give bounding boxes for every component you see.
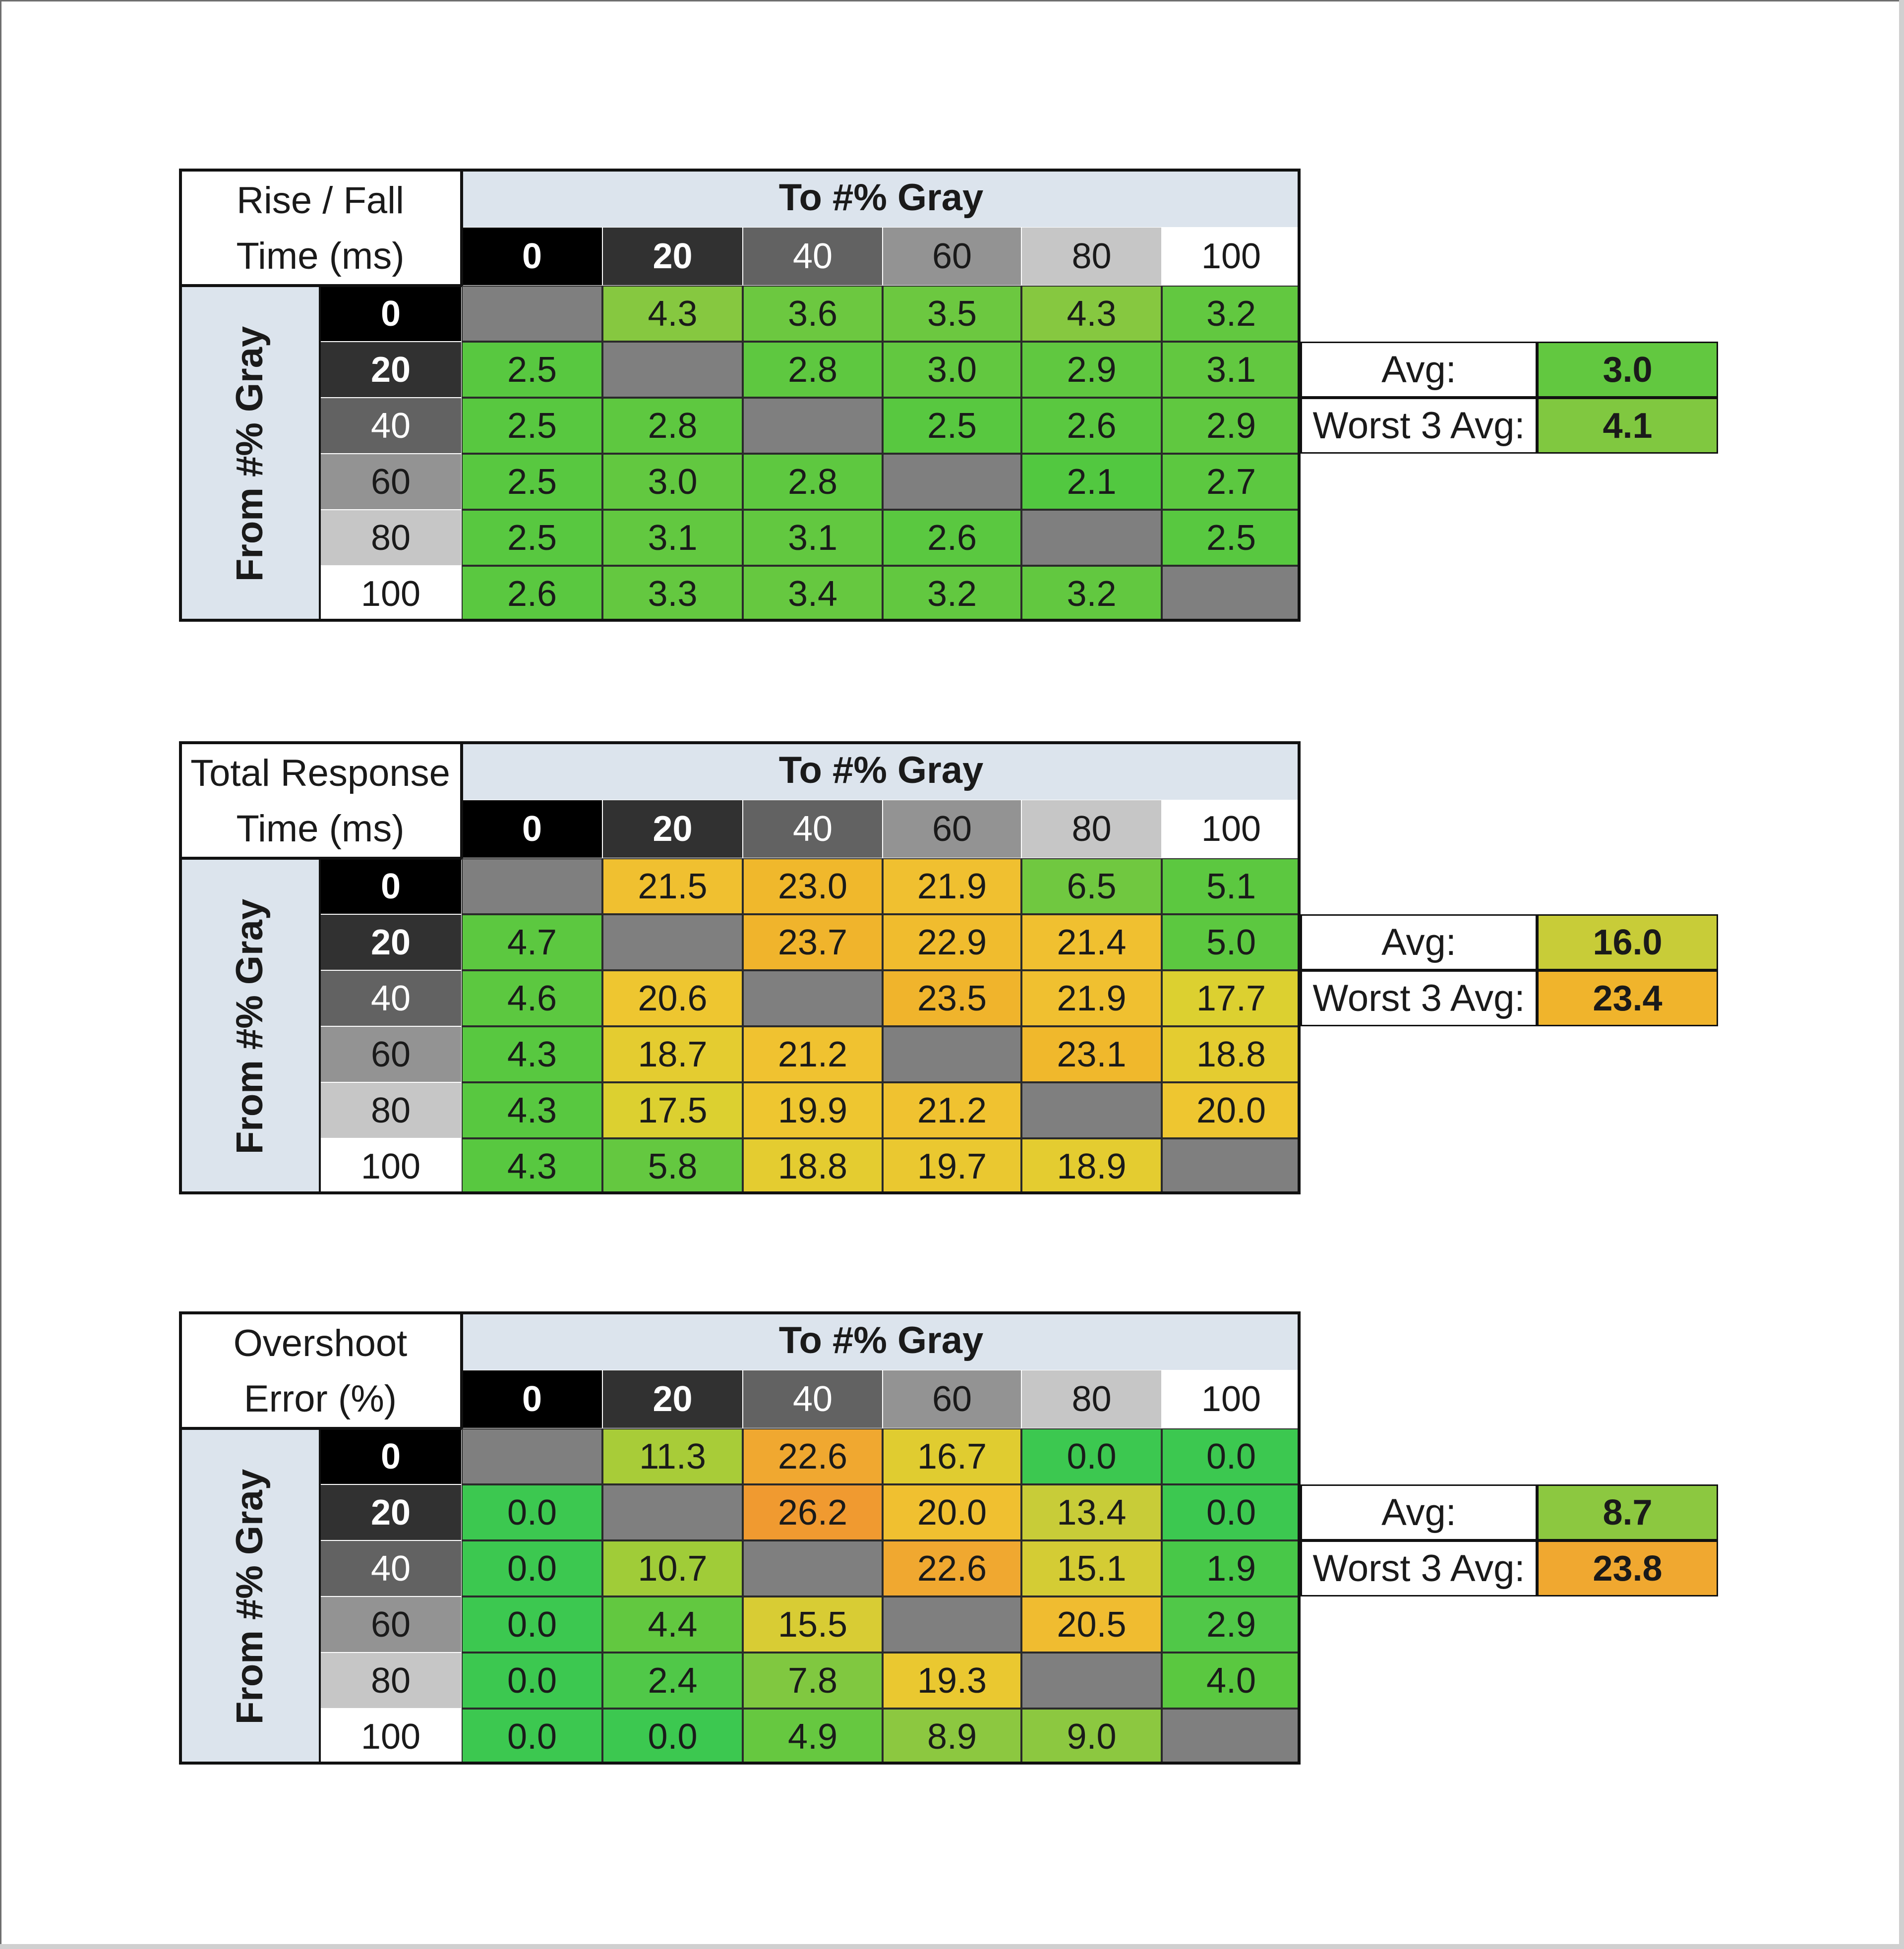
summary-label-0: Avg: [1301,914,1537,970]
row-header-80: 80 [320,1082,462,1138]
data-cell: 3.2 [1021,566,1162,622]
data-cell: 4.9 [743,1709,883,1765]
data-cell: 26.2 [743,1484,883,1540]
data-cell: 16.7 [883,1428,1021,1484]
to-gray-header: To #% Gray [462,741,1301,800]
data-cell: 2.5 [462,510,602,566]
row-header-20: 20 [320,342,462,398]
data-cell: 2.5 [462,454,602,510]
data-cell: 3.1 [743,510,883,566]
column-header-20: 20 [602,800,743,858]
summary-label-0: Avg: [1301,342,1537,398]
summary-value-1: 23.4 [1537,970,1718,1026]
from-gray-label: From #% Gray [228,1469,271,1724]
table-outline [179,169,1301,622]
data-cell: 10.7 [602,1540,743,1596]
data-cell: 18.8 [743,1138,883,1194]
data-cell: 17.7 [1162,970,1301,1026]
corner-title-line1: Rise / Fall [237,179,404,222]
data-cell: 3.3 [602,566,743,622]
row-header-40: 40 [320,1540,462,1596]
data-cell: 22.6 [743,1428,883,1484]
band-divider [319,1428,321,1765]
data-cell: 4.6 [462,970,602,1026]
data-cell: 0.0 [1162,1484,1301,1540]
column-header-100: 100 [1162,1370,1301,1428]
data-cell: 2.6 [1021,398,1162,454]
data-cell: 2.8 [743,342,883,398]
data-cell: 2.6 [462,566,602,622]
row-header-80: 80 [320,510,462,566]
data-cell: 3.4 [743,566,883,622]
column-header-100: 100 [1162,227,1301,286]
data-cell: 6.5 [1021,858,1162,914]
column-header-40: 40 [743,800,883,858]
data-cell: 0.0 [1021,1428,1162,1484]
column-header-60: 60 [883,227,1021,286]
column-header-60: 60 [883,800,1021,858]
column-header-80: 80 [1021,227,1162,286]
summary-value-0: 8.7 [1537,1484,1718,1540]
data-cell: 2.5 [883,398,1021,454]
data-cell: 13.4 [1021,1484,1162,1540]
data-cell: 2.9 [1162,1596,1301,1653]
row-header-100: 100 [320,1709,462,1765]
row-header-20: 20 [320,1484,462,1540]
data-cell: 3.2 [883,566,1021,622]
data-cell: 8.9 [883,1709,1021,1765]
row-header-0: 0 [320,286,462,342]
row-header-100: 100 [320,566,462,622]
data-cell: 20.5 [1021,1596,1162,1653]
to-gray-header: To #% Gray [462,169,1301,227]
data-cell: 11.3 [602,1428,743,1484]
corner-title-line2: Time (ms) [236,235,405,277]
table-outline [179,741,1301,1194]
data-cell: 15.5 [743,1596,883,1653]
row-header-0: 0 [320,1428,462,1484]
corner-title-line2: Time (ms) [236,808,405,850]
table-outline [179,1311,1301,1765]
data-cell: 3.6 [743,286,883,342]
data-cell: 19.3 [883,1653,1021,1709]
data-cell: 4.3 [462,1138,602,1194]
corner-title-line2: Error (%) [243,1378,397,1420]
from-gray-label: From #% Gray [228,898,271,1154]
row-header-60: 60 [320,454,462,510]
data-cell: 5.1 [1162,858,1301,914]
data-cell: 0.0 [462,1484,602,1540]
summary-label-0: Avg: [1301,1484,1537,1540]
data-cell: 2.8 [602,398,743,454]
summary-value-0: 16.0 [1537,914,1718,970]
data-cell: 4.3 [602,286,743,342]
data-cell: 21.2 [743,1026,883,1082]
data-cell: 2.9 [1021,342,1162,398]
summary-label-1: Worst 3 Avg: [1301,1540,1537,1596]
data-cell: 18.8 [1162,1026,1301,1082]
column-header-40: 40 [743,1370,883,1428]
column-header-40: 40 [743,227,883,286]
data-cell: 3.5 [883,286,1021,342]
data-cell: 23.0 [743,858,883,914]
data-cell: 20.0 [883,1484,1021,1540]
row-header-80: 80 [320,1653,462,1709]
data-cell: 3.0 [602,454,743,510]
data-cell: 17.5 [602,1082,743,1138]
data-cell: 0.0 [462,1653,602,1709]
corner-divider [460,741,463,858]
column-header-0: 0 [462,227,602,286]
data-cell: 3.0 [883,342,1021,398]
row-header-40: 40 [320,398,462,454]
row-header-100: 100 [320,1138,462,1194]
data-cell: 1.9 [1162,1540,1301,1596]
column-header-80: 80 [1021,800,1162,858]
data-cell: 3.1 [602,510,743,566]
data-cell: 4.7 [462,914,602,970]
row-header-20: 20 [320,914,462,970]
data-cell: 2.4 [602,1653,743,1709]
data-cell: 7.8 [743,1653,883,1709]
data-cell: 3.1 [1162,342,1301,398]
band-divider [319,858,321,1194]
data-cell: 3.2 [1162,286,1301,342]
from-gray-label: From #% Gray [228,326,271,582]
data-cell: 4.4 [602,1596,743,1653]
column-header-20: 20 [602,1370,743,1428]
row-header-0: 0 [320,858,462,914]
column-header-60: 60 [883,1370,1021,1428]
data-cell: 0.0 [462,1540,602,1596]
data-cell: 18.7 [602,1026,743,1082]
summary-label-1: Worst 3 Avg: [1301,398,1537,454]
data-cell: 19.9 [743,1082,883,1138]
frame-shadow-right [1899,0,1904,1949]
summary-value-1: 4.1 [1537,398,1718,454]
data-cell: 22.9 [883,914,1021,970]
data-cell: 23.5 [883,970,1021,1026]
row-header-60: 60 [320,1596,462,1653]
data-cell: 4.3 [1021,286,1162,342]
data-cell: 23.1 [1021,1026,1162,1082]
column-header-80: 80 [1021,1370,1162,1428]
column-header-100: 100 [1162,800,1301,858]
data-cell: 21.2 [883,1082,1021,1138]
data-cell: 20.0 [1162,1082,1301,1138]
summary-value-1: 23.8 [1537,1540,1718,1596]
corner-title-line1: Overshoot [233,1322,408,1364]
summary-value-0: 3.0 [1537,342,1718,398]
row-header-60: 60 [320,1026,462,1082]
data-cell: 2.7 [1162,454,1301,510]
data-cell: 2.8 [743,454,883,510]
data-cell: 4.3 [462,1026,602,1082]
corner-divider [460,1311,463,1428]
corner-title-line1: Total Response [190,752,450,794]
data-cell: 23.7 [743,914,883,970]
data-cell: 9.0 [1021,1709,1162,1765]
data-cell: 4.0 [1162,1653,1301,1709]
column-header-0: 0 [462,1370,602,1428]
band-divider [319,286,321,622]
data-cell: 5.8 [602,1138,743,1194]
data-cell: 19.7 [883,1138,1021,1194]
data-cell: 5.0 [1162,914,1301,970]
data-cell: 22.6 [883,1540,1021,1596]
data-cell: 18.9 [1021,1138,1162,1194]
data-cell: 21.5 [602,858,743,914]
data-cell: 2.5 [462,398,602,454]
corner-divider [460,169,463,286]
data-cell: 15.1 [1021,1540,1162,1596]
summary-label-1: Worst 3 Avg: [1301,970,1537,1026]
column-header-0: 0 [462,800,602,858]
column-header-20: 20 [602,227,743,286]
frame-shadow-bottom [0,1944,1904,1949]
data-cell: 0.0 [462,1709,602,1765]
data-cell: 4.3 [462,1082,602,1138]
data-cell: 21.4 [1021,914,1162,970]
row-header-40: 40 [320,970,462,1026]
data-cell: 2.5 [1162,510,1301,566]
data-cell: 2.6 [883,510,1021,566]
data-cell: 0.0 [602,1709,743,1765]
data-cell: 0.0 [462,1596,602,1653]
data-cell: 2.9 [1162,398,1301,454]
data-cell: 21.9 [883,858,1021,914]
data-cell: 2.5 [462,342,602,398]
to-gray-header: To #% Gray [462,1311,1301,1370]
data-cell: 0.0 [1162,1428,1301,1484]
data-cell: 20.6 [602,970,743,1026]
data-cell: 21.9 [1021,970,1162,1026]
data-cell: 2.1 [1021,454,1162,510]
